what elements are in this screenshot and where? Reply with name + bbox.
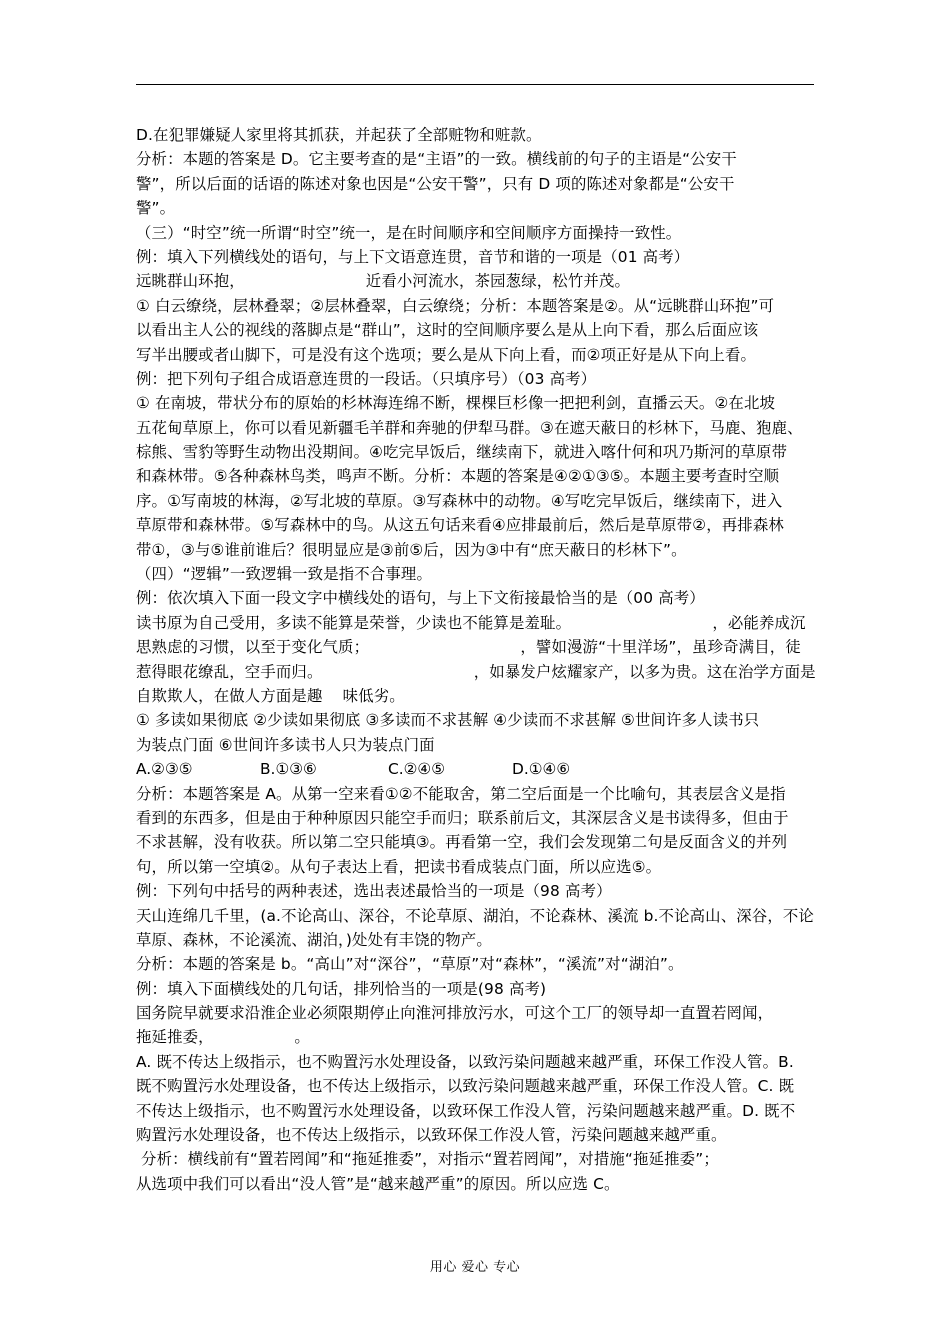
text-line: 既不购置污水处理设备，也不传达上级指示，以致污染问题越来越严重，环保工作没人管。C. 既: [136, 1077, 795, 1096]
text-line: 带①，③与⑤谁前谁后？很明显应是③前⑤后，因为③中有“庶天蔽日的杉林下”。: [136, 540, 687, 559]
document-body: [136, 123, 816, 1196]
text-line: 棕熊、雪豹等野生动物出没期间。④吃完早饭后，继续南下，就进入喀什何和巩乃斯河的草原带: [136, 443, 788, 462]
text-line: 例：依次填入下面一段文字中横线处的语句，与上下文衔接最恰当的是（00 高考）: [136, 589, 705, 608]
text-line: 五花甸草原上，你可以看见新疆毛羊群和奔驰的伊犁马群。③在遮天蔽日的杉林下，马鹿、狍鹿、: [136, 418, 803, 437]
text-line: 不传达上级指示，也不购置污水处理设备，以致环保工作没人管，污染问题越来越严重。D. 既不: [136, 1101, 796, 1120]
text-line: 句，所以第一空填②。从句子表达上看，把读书看成装点门面，所以应选⑤。: [136, 857, 662, 876]
text-block-1: [136, 123, 816, 757]
text-line: 分析：横线前有“置若罔闻”和“拖延推委”，对指示“置若罔闻”，对措施“拖延推委”；: [136, 1150, 719, 1169]
text-line: 草原、森林，不论溪流、湖泊，)处处有丰饶的物产。: [136, 930, 492, 949]
text-line: 例：填入下面横线处的几句话，排列恰当的一项是(98 高考): [136, 979, 547, 998]
text-line: 远眺群山环抱， 近看小河流水，茶园葱绿，松竹并茂。: [136, 272, 630, 291]
text-line: 自欺欺人，在做人方面是趣 味低劣。: [136, 686, 405, 705]
text-line: 写半出腰或者山脚下，可是没有这个选项；要么是从下向上看，而②项正好是从下向上看。: [136, 345, 757, 364]
option-c: C.②④⑤: [388, 760, 446, 779]
text-line: （三）“时空”统一所谓“时空”统一，是在时间顺序和空间顺序方面操持一致性。: [136, 223, 682, 242]
text-line: （四）“逻辑”一致逻辑一致是指不合事理。: [136, 565, 432, 584]
text-line: 例：下列句中括号的两种表述，选出表述最恰当的一项是（98 高考）: [136, 882, 612, 901]
text-line: 不求甚解，没有收获。所以第二空只能填③。再看第一空，我们会发现第二句是反面含义的并列: [136, 833, 788, 852]
header-rule: [136, 84, 814, 85]
text-line: 警”，所以后面的话语的陈述对象也因是“公安干警”，只有 D 项的陈述对象都是“公安干: [136, 174, 735, 193]
text-line: 惹得眼花缭乱，空手而归。 ，如暴发户炫耀家产，以多为贵。这在治学方面是: [136, 662, 816, 681]
text-line: 为装点门面 ⑥世间许多读书人只为装点门面: [136, 735, 435, 754]
page-footer: 用心 爱心 专心: [429, 1260, 521, 1275]
text-line: 国务院早就要求沿淮企业必须限期停止向淮河排放污水，可这个工厂的领导却一直置若罔闻，: [136, 1004, 774, 1023]
text-line: 读书原为自己受用，多读不能算是荣誉，少读也不能算是羞耻。 ，必能养成沉: [136, 613, 806, 632]
text-line: ① 多读如果彻底 ②少读如果彻底 ③多读而不求甚解 ④少读而不求甚解 ⑤世间许多人读书只: [136, 711, 760, 730]
text-line: D.在犯罪嫌疑人家里将其抓获，并起获了全部赃物和赃款。: [136, 126, 542, 144]
text-line: ① 在南坡，带状分布的原始的杉林海连绵不断，棵棵巨杉像一把把利剑，直播云天。②在北坡: [136, 394, 776, 413]
text-line: 例：把下列句子组合成语意连贯的一段话。（只填序号）（03 高考）: [136, 369, 597, 388]
text-line: 天山连绵几千里，(a.不论高山、深谷，不论草原、湖泊，不论森林、溪流 b.不论高山、深谷，不论: [136, 906, 814, 925]
text-line: 以看出主人公的视线的落脚点是“群山”，这时的空间顺序要么是从上向下看，那么后面应该: [136, 321, 759, 340]
text-line: 警”。: [136, 199, 176, 218]
option-d: D.①④⑥: [512, 760, 571, 779]
text-line: A. 既不传达上级指示，也不购置污水处理设备，以致污染问题越来越严重，环保工作没人管。B.: [136, 1052, 794, 1071]
text-line: 购置污水处理设备，也不传达上级指示，以致环保工作没人管，污染问题越来越严重。: [136, 1126, 727, 1145]
text-line: ① 白云缭绕，层林叠翠；②层林叠翠，白云缭绕；分析：本题答案是②。从“远眺群山环抱”可: [136, 296, 775, 315]
text-line: 分析：本题的答案是 D。它主要考查的是“主语”的一致。横线前的句子的主语是“公安干: [136, 150, 737, 169]
text-line: 草原带和森林带。⑤写森林中的鸟。从这五句话来看④应排最前后，然后是草原带②，再排森林: [136, 516, 784, 535]
text-line: 看到的东西多，但是由于种种原因只能空手而归；联系前后文，其深层含义是书读得多，但由于: [136, 808, 789, 827]
text-line: 序。①写南坡的林海，②写北坡的草原。③写森林中的动物。④写吃完早饭后，继续南下，进入: [136, 491, 783, 510]
text-line: 思熟虑的习惯，以至于变化气质； ，譬如漫游“十里洋场”，虽珍奇满目，徒: [136, 638, 801, 657]
answer-options: [136, 757, 816, 781]
text-line: 拖延推委， 。: [136, 1028, 310, 1047]
text-line: 和森林带。⑤各种森林鸟类，鸣声不断。分析：本题的答案是④②①③⑤。本题主要考查时空顺: [136, 467, 780, 486]
text-line: 分析：本题的答案是 b。“高山”对“深谷”，“草原”对“森林”，“溪流”对“湖泊”。: [136, 955, 684, 974]
option-b: B.①③⑥: [260, 760, 317, 779]
option-a: A.②③⑤: [136, 760, 193, 779]
text-line: 例：填入下列横线处的语句，与上下文语意连贯，音节和谐的一项是（01 高考）: [136, 247, 690, 266]
text-line: 分析：本题答案是 A。从第一空来看①②不能取舍，第二空后面是一个比喻句，其表层含义是指: [136, 784, 786, 803]
text-block-2: [136, 782, 816, 1197]
text-line: 从选项中我们可以看出“没人管”是“越来越严重”的原因。所以应选 C。: [136, 1174, 620, 1193]
